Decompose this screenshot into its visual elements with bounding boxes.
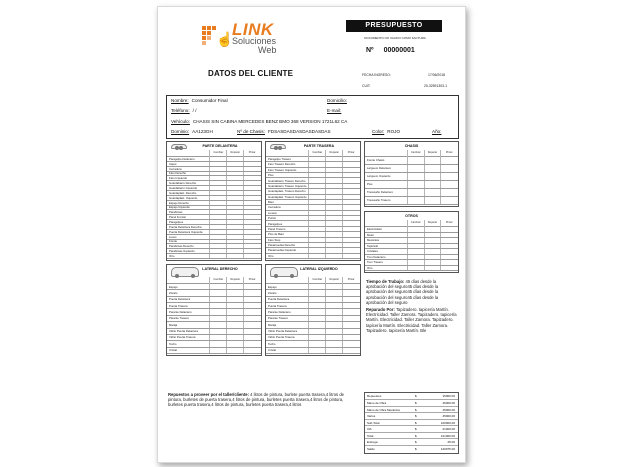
car-diagram-icon (270, 267, 298, 277)
reparado-label: Reparado Por: (366, 307, 395, 312)
totals-label: Repuestos (367, 394, 382, 398)
checklist-item: Larguero Delantero (367, 166, 392, 171)
column-header-1: Reparar (329, 278, 339, 281)
checklist-item: Puerta Delantera Izquierda (169, 229, 203, 234)
repuestos-text: 4 litros de pintura, burlete puerta trasera,4 litros de pintura, burletes de puerta trasera,4 litros de pintura, burletes puerta trasera,4 litros de pintura, burletes puerta trasera,4 litros de pintura, burletes puerta trasera,4 litros (168, 392, 344, 408)
color-value: ROJO (387, 129, 401, 134)
checklist-item: Portón (268, 216, 277, 221)
checklist-item: Espejo (268, 284, 277, 289)
checklist-item: Frente Chasis (367, 158, 385, 163)
checklist-item: Cristales (367, 249, 378, 254)
totals-currency: $ (415, 440, 417, 445)
checklist-item: Otro (367, 265, 373, 270)
repuestos-note (168, 392, 358, 408)
checklist-item: Cristal (268, 348, 276, 353)
nombre-label: Nombre: (171, 98, 189, 103)
logo-word-web: Web (258, 45, 277, 55)
checklist-item: Panel Frontal (169, 215, 186, 220)
client-info-box (166, 95, 459, 139)
row-divider (266, 258, 360, 259)
row-divider (266, 347, 360, 348)
checklist-item: Tren Delantero (367, 254, 386, 259)
checklist-item: Guardabarro Trasero Izquierdo (268, 183, 307, 188)
row-divider (365, 164, 458, 165)
column-header-0: Cambiar (410, 221, 421, 224)
row-divider (167, 239, 261, 240)
totals-currency: $ (415, 407, 417, 412)
otros-table (364, 211, 459, 273)
email-label: E-mail: (327, 108, 342, 113)
checklist-item: Motor (367, 232, 375, 237)
checklist-item: Larguero Izquierdo (367, 174, 391, 179)
checklist-item: Techo (268, 341, 276, 346)
row-divider (365, 265, 458, 266)
row-divider (365, 180, 458, 181)
checklist-item: Parante Delantero (169, 310, 192, 315)
numero-label: Nº (366, 47, 374, 54)
row-divider (167, 340, 261, 341)
row-divider (266, 289, 360, 290)
row-divider (167, 234, 261, 235)
color-label: Color: (372, 129, 385, 134)
company-logo (202, 20, 322, 58)
row-divider (266, 172, 360, 173)
checklist-item: Mecánica (367, 238, 379, 243)
checklist-item: Piso (268, 173, 274, 178)
budget-number (366, 47, 415, 54)
telefono-label: Teléfono: (171, 108, 190, 113)
totals-row (365, 445, 458, 451)
row-divider (266, 353, 360, 354)
checklist-item: Parabrisas (169, 210, 183, 215)
nombre-value: Consumidor Final (191, 98, 228, 103)
column-header-2: Pintar (248, 278, 256, 281)
checklist-item: Faro Trasero Derecho (268, 162, 296, 167)
checklist-item: Paragolpes (268, 221, 283, 226)
checklist-item: Parabrisas Izquierdo (169, 249, 195, 254)
column-header-0: Cambiar (312, 278, 323, 281)
domicilio-label: Domicilio: (327, 98, 347, 103)
row-divider (167, 353, 261, 354)
checklist-item: Guardabarro Trasero Derecho (268, 178, 306, 183)
lat_izq-title: LATERAL IZQUIERDO (300, 267, 338, 271)
checklist-item: Parante Delantero (268, 310, 291, 315)
totals-label: Mano de Obra Mecánica (367, 407, 400, 412)
checklist-item: Baul (268, 200, 274, 205)
column-divider (407, 220, 408, 270)
vehiculo-value: CHASIS SIN CABINA MERCEDES BENZ BMO 368 VERSION 1721L62 CA (192, 119, 348, 124)
totals-label: Sub Total (367, 420, 380, 425)
checklist-item: Puerta Trasera (169, 303, 188, 308)
checklist-item: Frente (169, 239, 178, 244)
row-divider (365, 172, 458, 173)
car-diagram-icon (171, 267, 199, 277)
row-divider (167, 253, 261, 254)
checklist-item: Espejo (169, 284, 178, 289)
column-header-1: Reparar (427, 221, 438, 224)
row-divider (167, 347, 261, 348)
row-divider (365, 243, 458, 244)
row-divider (266, 253, 360, 254)
document-sheet (157, 6, 466, 463)
checklist-item: Vidrio Puerta Trasera (268, 335, 295, 340)
checklist-item: Paragolpes (169, 219, 184, 224)
row-divider (365, 232, 458, 233)
checklist-item: Pasarruedas Derecho (268, 242, 296, 247)
totals-currency: $ (415, 427, 417, 432)
row-divider (266, 215, 360, 216)
column-header-0: Cambiar (213, 278, 224, 281)
chasis-label: Nº de Chasis: (237, 129, 265, 134)
totals-label: Entrega (367, 440, 378, 445)
checklist-item: Faro Derecho (169, 171, 187, 176)
totals-currency: $ (415, 401, 417, 406)
parte-trasera-table (265, 141, 361, 261)
totals-label: Total (367, 433, 374, 438)
totals-value: 15000.00 (442, 394, 455, 398)
checklist-item: Puerta Trasera (268, 303, 287, 308)
checklist-item: Piso (367, 182, 373, 187)
checklist-item: Vidrio Puerta Trasera (169, 335, 196, 340)
checklist-item: Guardabarro Derecho (169, 181, 197, 186)
row-divider (365, 196, 458, 197)
checklist-item: Faro Trasero Izquierdo (268, 167, 297, 172)
checklist-item: Puerta Delantera (268, 297, 290, 302)
totals-label: IVA (367, 427, 372, 432)
lat_der-title: LATERAL DERECHO (202, 267, 238, 271)
totals-value: 25.00 (447, 440, 455, 445)
checklist-item: Manija (169, 322, 178, 327)
trasera-title: PARTE TRASERA (303, 144, 335, 148)
totals-currency: $ (415, 420, 417, 425)
checklist-item: Panel Trasero (268, 226, 286, 231)
lateral-izquierdo-table (265, 264, 361, 356)
reparado-text: Tapizadero. tapicería Martín. Electricidad. Taller Zamora. Tapizadero. tapicería Martín. Electricidad. Taller Zamora. Tapizadero. tapicería Martín. Electricidad. Taller Zamora. Tapizadero. tapicería Martín. Ble (366, 307, 457, 333)
chasis-table (364, 141, 459, 207)
row-divider (365, 248, 458, 249)
repuestos-label: Repuestos a proveer por el taller/cliente: (168, 392, 249, 397)
totals-value: 121000.00 (440, 433, 455, 438)
totals-currency: $ (415, 394, 417, 398)
checklist-item: Guardabarro Izquierdo (169, 185, 198, 190)
totals-label: Varios (367, 414, 376, 419)
checklist-item: Parabrisas Derecho (169, 244, 194, 249)
totals-table (364, 392, 459, 454)
checklist-item: Cristal (169, 348, 177, 353)
row-divider (167, 321, 261, 322)
reparado-por-note (366, 307, 458, 333)
cuit-value: 20-32591303-1 (424, 84, 448, 88)
checklist-item: Vidrio Puerta Delantera (268, 329, 298, 334)
dominio-label: Dominio: (171, 129, 190, 134)
ano-label: Año: (432, 129, 442, 134)
checklist-item: Pasarruedas Izquierdo (268, 248, 297, 253)
checklist-item: Piso de Baul (268, 232, 284, 237)
row-divider (365, 188, 458, 189)
header-divider (365, 156, 458, 157)
column-header-0: Cambiar (213, 151, 224, 154)
logo-word-link: LINK (232, 20, 274, 39)
row-divider (266, 340, 360, 341)
column-header-0: Cambiar (410, 151, 421, 154)
checklist-item: Guardaplast. Trasero Izquierdo (268, 194, 307, 199)
totals-value: 120975.00 (440, 446, 455, 451)
totals-value: 45000.00 (442, 407, 455, 412)
column-header-0: Cambiar (312, 151, 323, 154)
checklist-item: Zócalo (268, 290, 277, 295)
tiempo-label: Tiempo de Trabajo: (366, 279, 405, 284)
section-title: DATOS DEL CLIENTE (208, 69, 294, 78)
header-divider (266, 283, 360, 284)
car-diagram-icon (270, 144, 286, 149)
checklist-item: Puerta Delantera Derecha (169, 224, 202, 229)
dominio-value: AA123GH (192, 129, 213, 134)
column-header-2: Pintar (445, 221, 453, 224)
column-header-1: Reparar (427, 151, 438, 154)
pointer-hand-icon: ☝ (216, 31, 234, 47)
row-divider (167, 289, 261, 290)
checklist-item: Faro Stop (268, 237, 281, 242)
presupuesto-banner: PRESUPUESTO (346, 20, 442, 32)
row-divider (365, 270, 458, 271)
checklist-item: Techo (169, 341, 177, 346)
row-divider (167, 161, 261, 162)
row-divider (266, 321, 360, 322)
checklist-item: Parante Trasero (169, 316, 190, 321)
checklist-item: Faro Izquierdo (169, 176, 188, 181)
totals-currency: $ (415, 414, 417, 419)
checklist-item: Vidrio Puerta Delantera (169, 329, 199, 334)
checklist-item: Guardaplast. Derecho (169, 190, 197, 195)
checklist-item: Luces (169, 234, 177, 239)
logo-word-soluciones: Soluciones (232, 36, 277, 46)
checklist-item: Travesaño Delantero (367, 190, 394, 195)
row-divider (266, 199, 360, 200)
column-header-1: Reparar (329, 151, 339, 154)
document-note: DOCUMENTO NO VALIDO COMO FACTURA (364, 36, 426, 40)
checklist-item: Electricidad (367, 227, 382, 232)
checklist-item: Zócalo (169, 290, 178, 295)
totals-value: 21000.00 (442, 427, 455, 432)
totals-label: Saldo (367, 446, 375, 451)
row-divider (266, 210, 360, 211)
otros-title: OTROS (405, 214, 418, 218)
lateral-derecho-table (166, 264, 262, 356)
telefono-value: / / (192, 108, 197, 113)
checklist-item: Cerradura (169, 166, 182, 171)
column-header-1: Reparar (230, 278, 240, 281)
checklist-item: Travesaño Trasero (367, 198, 391, 203)
checklist-item: Capot (169, 161, 177, 166)
car-diagram-icon (171, 144, 187, 149)
delantera-title: PARTE DELANTERA (202, 144, 238, 148)
column-header-1: Reparar (230, 151, 240, 154)
vehiculo-label: Vehículo: (171, 119, 190, 124)
checklist-item: Cerradura (268, 205, 281, 210)
parte-delantera-table (166, 141, 262, 261)
chasis-title: CHASIS (404, 144, 419, 148)
chasis-value: FDSASDASDASDASDASDAS (267, 129, 331, 134)
checklist-item: Espejo Izquierdo (169, 205, 190, 210)
column-header-2: Pintar (347, 278, 355, 281)
checklist-item: Paragolpe Trasero (268, 157, 292, 162)
checklist-item: Guardaplast. Trasero Derecho (268, 189, 306, 194)
checklist-item: Tren Trasero (367, 260, 383, 265)
checklist-item: Otro (268, 253, 274, 258)
checklist-item: Puerta Delantera (169, 297, 191, 302)
numero-value: 00000001 (383, 47, 415, 54)
totals-value: 100000.00 (440, 420, 455, 425)
column-header-2: Pintar (248, 151, 256, 154)
checklist-item: Tapizado (367, 243, 379, 248)
column-divider (424, 220, 425, 270)
cuit-label: CUIT: (362, 84, 371, 88)
row-divider (167, 258, 261, 259)
tiempo-text: 45 días desde la aprobación del seguro45 días desde la aprobación del seguro45 días desde la aprobación del seguro45 días desde la aprobación del seguro (366, 279, 439, 305)
column-header-2: Pintar (347, 151, 355, 154)
totals-value: 45000.00 (442, 401, 455, 406)
checklist-item: Manija (268, 322, 277, 327)
header-divider (167, 283, 261, 284)
totals-currency: $ (415, 433, 417, 438)
totals-currency: $ (415, 446, 417, 451)
checklist-item: Parante Trasero (268, 316, 289, 321)
totals-label: Mano de Obra (367, 401, 387, 406)
checklist-item: Otro (169, 253, 175, 258)
row-divider (365, 204, 458, 205)
fecha-value: 17/06/2018 (428, 73, 445, 77)
checklist-item: Paragolpe Delantero (169, 156, 195, 161)
totals-value: 45000.00 (442, 414, 455, 419)
column-header-2: Pintar (445, 151, 453, 154)
checklist-item: Luneta (268, 210, 277, 215)
fecha-label: FECHA INGRESO: (362, 73, 391, 77)
checklist-item: Guardaplast. Izquierdo (169, 195, 198, 200)
tiempo-trabajo-note (366, 279, 458, 305)
column-divider (440, 220, 441, 270)
checklist-item: Espejo Derecho (169, 200, 189, 205)
